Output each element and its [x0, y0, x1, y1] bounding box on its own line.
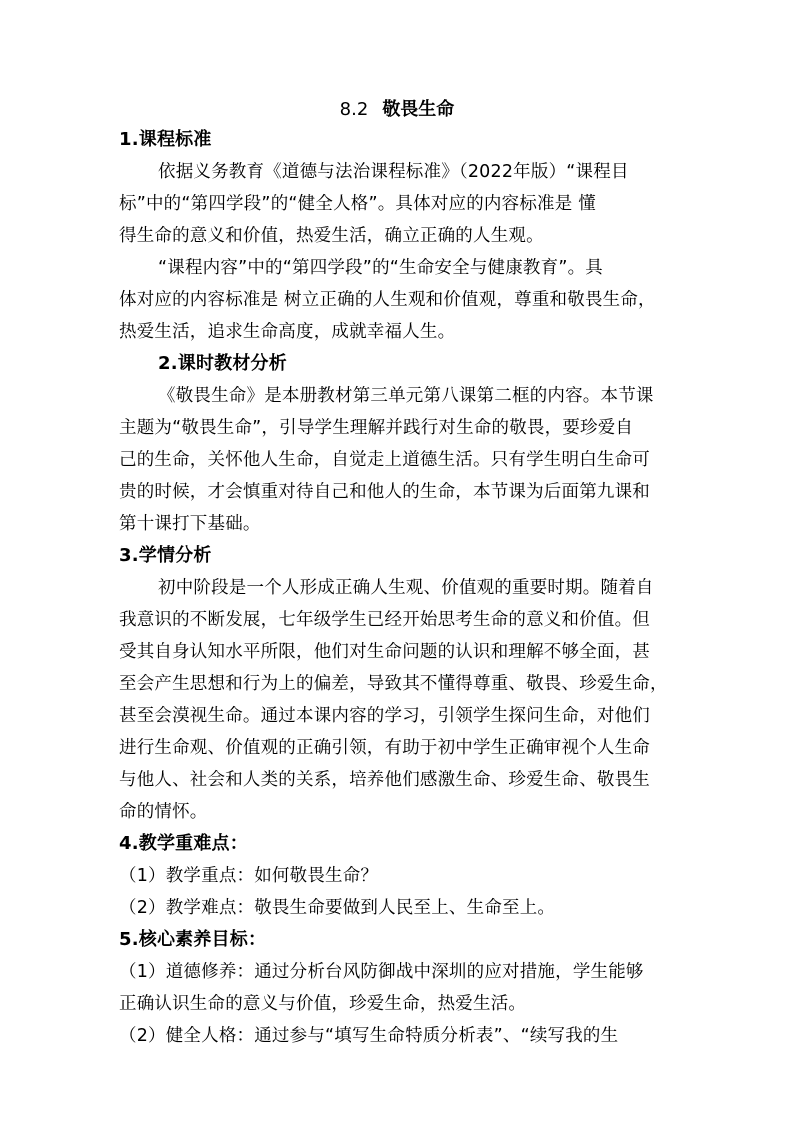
paragraph-line: 初中阶段是一个人形成正确人生观、价值观的重要时期。随着自: [158, 578, 654, 598]
paragraph-line: 我意识的不断发展，七年级学生已经开始思考生命的意义和价值。但: [119, 610, 650, 630]
title-number: 8.2: [339, 99, 369, 120]
paragraph-line: 依据义务教育《道德与法治课程标准》（2022年版）“课程目: [158, 162, 629, 182]
list-item: （2）教学难点：敬畏生命要做到人民至上、生命至上。: [119, 898, 556, 918]
paragraph-line: 主题为“敬畏生命”，引导学生理解并践行对生命的敬畏，要珍爱自: [119, 418, 634, 438]
paragraph-line: 进行生命观、价值观的正确引领，有助于初中学生正确审视个人生命: [119, 738, 650, 758]
section-heading-1: 1.课程标准: [119, 129, 212, 150]
paragraph-line: 体对应的内容标准是 树立正确的人生观和价值观，尊重和敬畏生命，: [119, 290, 656, 310]
section-heading-4: 4.教学重难点：: [119, 833, 248, 854]
paragraph-line: 与他人、社会和人类的关系，培养他们感激生命、珍爱生命、敬畏生: [119, 770, 650, 790]
paragraph-line: “课程内容”中的“第四学段”的“生命安全与健康教育”。具: [158, 258, 603, 278]
list-item: （2）健全人格：通过参与“填写生命特质分析表”、“续写我的生: [119, 1026, 619, 1046]
section-heading-5: 5.核心素养目标：: [119, 929, 267, 950]
paragraph-line: 贵的时候，才会慎重对待自己和他人的生命，本节课为后面第九课和: [119, 482, 650, 502]
section-heading-3: 3.学情分析: [119, 545, 212, 566]
list-item: （1）教学重点：如何敬畏生命？: [119, 866, 379, 886]
paragraph-line: 标”中的“第四学段”的“健全人格”。具体对应的内容标准是 懂: [119, 194, 596, 214]
paragraph-line: 热爱生活，追求生命高度，成就幸福人生。: [119, 322, 456, 342]
paragraph-line: 得生命的意义和价值，热爱生活，确立正确的人生观。: [119, 226, 544, 246]
paragraph-line: 甚至会漠视生命。通过本课内容的学习，引领学生探问生命，对他们: [119, 706, 650, 726]
section-heading-2: 2.课时教材分析: [158, 353, 287, 374]
paragraph-line: 第十课打下基础。: [119, 514, 261, 534]
paragraph-line: 正确认识生命的意义与价值，珍爱生命，热爱生活。: [119, 994, 527, 1014]
paragraph-line: 《敬畏生命》是本册教材第三单元第八课第二框的内容。本节课: [158, 386, 654, 406]
paragraph-line: 至会产生思想和行为上的偏差，导致其不懂得尊重、敬畏、珍爱生命，: [119, 674, 668, 694]
paragraph-line: 受其自身认知水平所限，他们对生命问题的认识和理解不够全面，甚: [119, 642, 650, 662]
title-text: 敬畏生命: [382, 99, 455, 120]
page-title: [0, 97, 794, 123]
paragraph-line: 己的生命，关怀他人生命，自觉走上道德生活。只有学生明白生命可: [119, 450, 650, 470]
paragraph-line: 命的情怀。: [119, 802, 208, 822]
list-item: （1）道德修养：通过分析台风防御战中深圳的应对措施，学生能够: [119, 962, 644, 982]
